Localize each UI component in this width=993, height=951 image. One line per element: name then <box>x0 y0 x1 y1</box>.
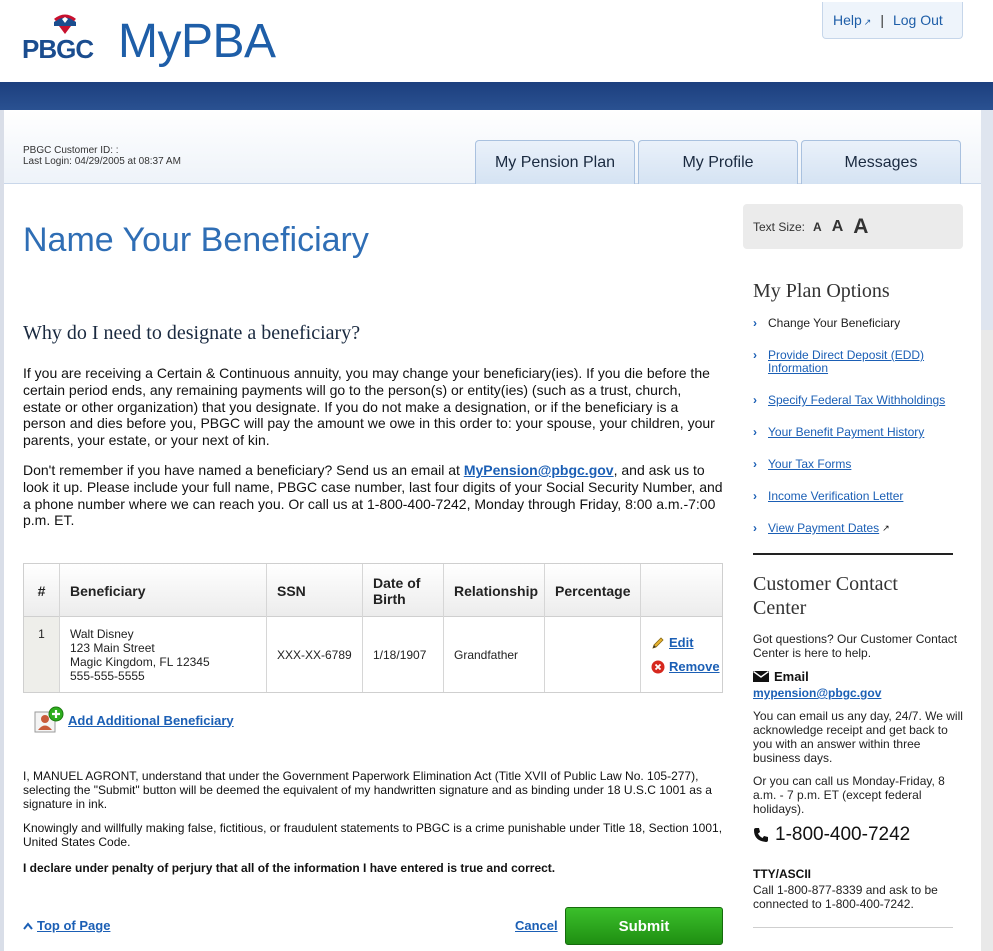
col-header-relationship: Relationship <box>444 564 545 617</box>
perjury-declaration: I declare under penalty of perjury that all of the information I have entered is true and correct. <box>23 861 556 875</box>
beneficiary-phone: 555-555-5555 <box>70 668 145 683</box>
sidebar-divider-bottom <box>753 927 953 928</box>
col-header-ssn: SSN <box>267 564 363 617</box>
option-label: Change Your Beneficiary <box>768 316 901 330</box>
option-tax-withholdings[interactable] <box>753 394 963 407</box>
option-direct-deposit[interactable] <box>753 349 963 375</box>
contact-intro: Got questions? Our Customer Contact Center is here to help. <box>753 632 958 660</box>
dob-cell: 1/18/1907 <box>363 617 444 692</box>
cancel-link[interactable]: Cancel <box>515 918 558 933</box>
page-edge-right <box>981 110 993 951</box>
table-header <box>24 564 722 617</box>
link-separator: | <box>880 12 884 28</box>
site-header <box>0 0 993 82</box>
logo-mark-icon <box>52 14 78 36</box>
page-title: Name Your Beneficiary <box>23 221 369 259</box>
add-beneficiary-label: Add Additional Beneficiary <box>68 712 234 728</box>
remove-label: Remove <box>669 658 720 674</box>
edit-label: Edit <box>669 634 694 650</box>
lookup-text-before: Don't remember if you have named a beneficiary? Send us an email at <box>23 462 464 478</box>
chevron-right-icon: › <box>753 316 757 330</box>
option-label: View Payment Dates <box>768 521 880 535</box>
col-header-actions <box>641 564 722 617</box>
submit-button[interactable]: Submit <box>565 907 723 945</box>
page-edge-left <box>0 110 4 951</box>
add-person-icon <box>34 706 64 734</box>
option-label: Your Tax Forms <box>768 457 852 471</box>
chevron-right-icon: › <box>753 457 757 471</box>
beneficiary-table <box>23 563 723 693</box>
section-heading: Why do I need to designate a beneficiary? <box>23 322 361 344</box>
add-beneficiary-button[interactable] <box>34 706 234 734</box>
logo-text: PBGC <box>22 34 94 64</box>
phone-number: 1-800-400-7242 <box>775 824 911 845</box>
top-of-page-link[interactable] <box>23 918 110 933</box>
remove-x-icon <box>651 660 665 674</box>
envelope-icon <box>753 671 769 682</box>
beneficiary-name: Walt Disney <box>70 626 134 641</box>
help-link[interactable] <box>833 12 871 28</box>
remove-button[interactable] <box>651 660 720 674</box>
false-statements-warning: Knowingly and willfully making false, fictitious, or fraudulent statements to PBGC is a crime punishable under Title 18, Section 1001, United States Code. <box>23 821 723 849</box>
option-label: Income Verification Letter <box>768 489 904 503</box>
beneficiary-cell <box>60 617 267 692</box>
text-size-medium[interactable]: A <box>831 217 844 235</box>
phone-number-row <box>753 824 910 846</box>
contact-center-title: Customer Contact Center <box>753 573 898 619</box>
col-header-percentage: Percentage <box>545 564 641 617</box>
option-change-beneficiary[interactable] <box>753 317 963 330</box>
utility-links <box>822 2 963 39</box>
text-size-control <box>743 204 963 249</box>
call-info: Or you can call us Monday-Friday, 8 a.m. - 7 p.m. ET (except federal holidays). <box>753 774 945 816</box>
email-label: Email <box>774 669 809 684</box>
percentage-cell <box>545 617 641 692</box>
account-info <box>23 145 181 167</box>
table-row <box>24 617 722 692</box>
external-link-icon: ↗ <box>882 523 890 533</box>
gpea-statement: I, MANUEL AGRONT, understand that under the Government Paperwork Elimination Act (Title XVII of Public Law No. 105-277), selecting the "Submit" button will be deemed the equivalent of my handwritten signature and as binding under 18 U.S.C 1001 as a signature in ink. <box>23 769 712 811</box>
option-label: Your Benefit Payment History <box>768 425 925 439</box>
option-label: Specify Federal Tax Withholdings <box>768 393 946 407</box>
email-info: You can email us any day, 24/7. We will acknowledge receipt and get back to you with an answer within three business days. <box>753 709 963 765</box>
pbgc-logo[interactable] <box>22 14 102 64</box>
col-header-number: # <box>24 564 60 617</box>
phone-icon <box>753 827 769 843</box>
lookup-text-after: , and ask us to look it up. Please include your full name, PBGC case number, last four digits of your Social Security Number, and a phone number where we can reach you. Or call us at 1-800-400-7242, Monday through Friday, 8:00 a.m.-7:00 p.m. ET. <box>23 462 723 529</box>
header-band <box>0 82 993 110</box>
email-heading <box>753 669 809 684</box>
tab-messages[interactable]: Messages <box>801 140 961 184</box>
beneficiary-address2: Magic Kingdom, FL 12345 <box>70 654 210 669</box>
chevron-right-icon: › <box>753 348 757 362</box>
option-income-verification[interactable] <box>753 490 963 503</box>
top-of-page-label: Top of Page <box>37 918 111 933</box>
tty-title: TTY/ASCII <box>753 867 812 881</box>
text-size-small[interactable]: A <box>813 219 822 234</box>
chevron-up-icon <box>23 922 33 930</box>
app-title: MyPBA <box>118 15 276 68</box>
col-header-dob: Date of Birth <box>363 564 444 617</box>
text-size-label: Text Size: <box>753 219 806 234</box>
tab-my-pension-plan[interactable]: My Pension Plan <box>475 140 635 184</box>
col-header-beneficiary: Beneficiary <box>60 564 267 617</box>
customer-id: PBGC Customer ID: : <box>23 145 119 156</box>
option-label: Provide Direct Deposit (EDD) Information <box>768 348 925 375</box>
text-size-large[interactable]: A <box>853 214 869 238</box>
row-number: 1 <box>24 617 60 692</box>
help-label: Help <box>833 12 862 28</box>
chevron-right-icon: › <box>753 489 757 503</box>
intro-paragraph: If you are receiving a Certain & Continuous annuity, you may change your beneficiary(ies). If you die before the certain period ends, any remaining payments will go to the person(s) or entity(ies) (such as a trust, church, estate or other organization) that you designate. If you do not make a designation, or if the beneficiary is a person and dies before you, PBGC will pay the amount we owe in this order to: your spouse, your children, your parents, your estate, or your next of kin. <box>23 365 715 449</box>
plan-options-title: My Plan Options <box>753 280 890 302</box>
tty-info: Call 1-800-877-8339 and ask to be connected to 1-800-400-7242. <box>753 883 938 911</box>
logout-link[interactable]: Log Out <box>892 12 943 28</box>
beneficiary-address1: 123 Main Street <box>70 640 155 655</box>
lookup-paragraph <box>23 462 723 529</box>
chevron-right-icon: › <box>753 393 757 407</box>
chevron-right-icon: › <box>753 521 757 535</box>
edit-button[interactable] <box>651 636 694 650</box>
chevron-right-icon: › <box>753 425 757 439</box>
tab-my-profile[interactable]: My Profile <box>638 140 798 184</box>
option-payment-dates[interactable] <box>753 522 963 535</box>
relationship-cell: Grandfather <box>444 617 545 692</box>
option-tax-forms[interactable] <box>753 458 963 471</box>
contact-email-link[interactable]: mypension@pbgc.gov <box>753 686 882 700</box>
last-login: Last Login: 04/29/2005 at 08:37 AM <box>23 156 181 167</box>
option-payment-history[interactable] <box>753 426 963 439</box>
sidebar-divider <box>753 553 953 555</box>
external-link-icon: ↗ <box>863 17 872 27</box>
mypension-email-link[interactable]: MyPension@pbgc.gov <box>463 462 614 478</box>
actions-cell <box>641 617 722 692</box>
ssn-cell: XXX-XX-6789 <box>267 617 363 692</box>
pencil-icon <box>651 636 665 650</box>
